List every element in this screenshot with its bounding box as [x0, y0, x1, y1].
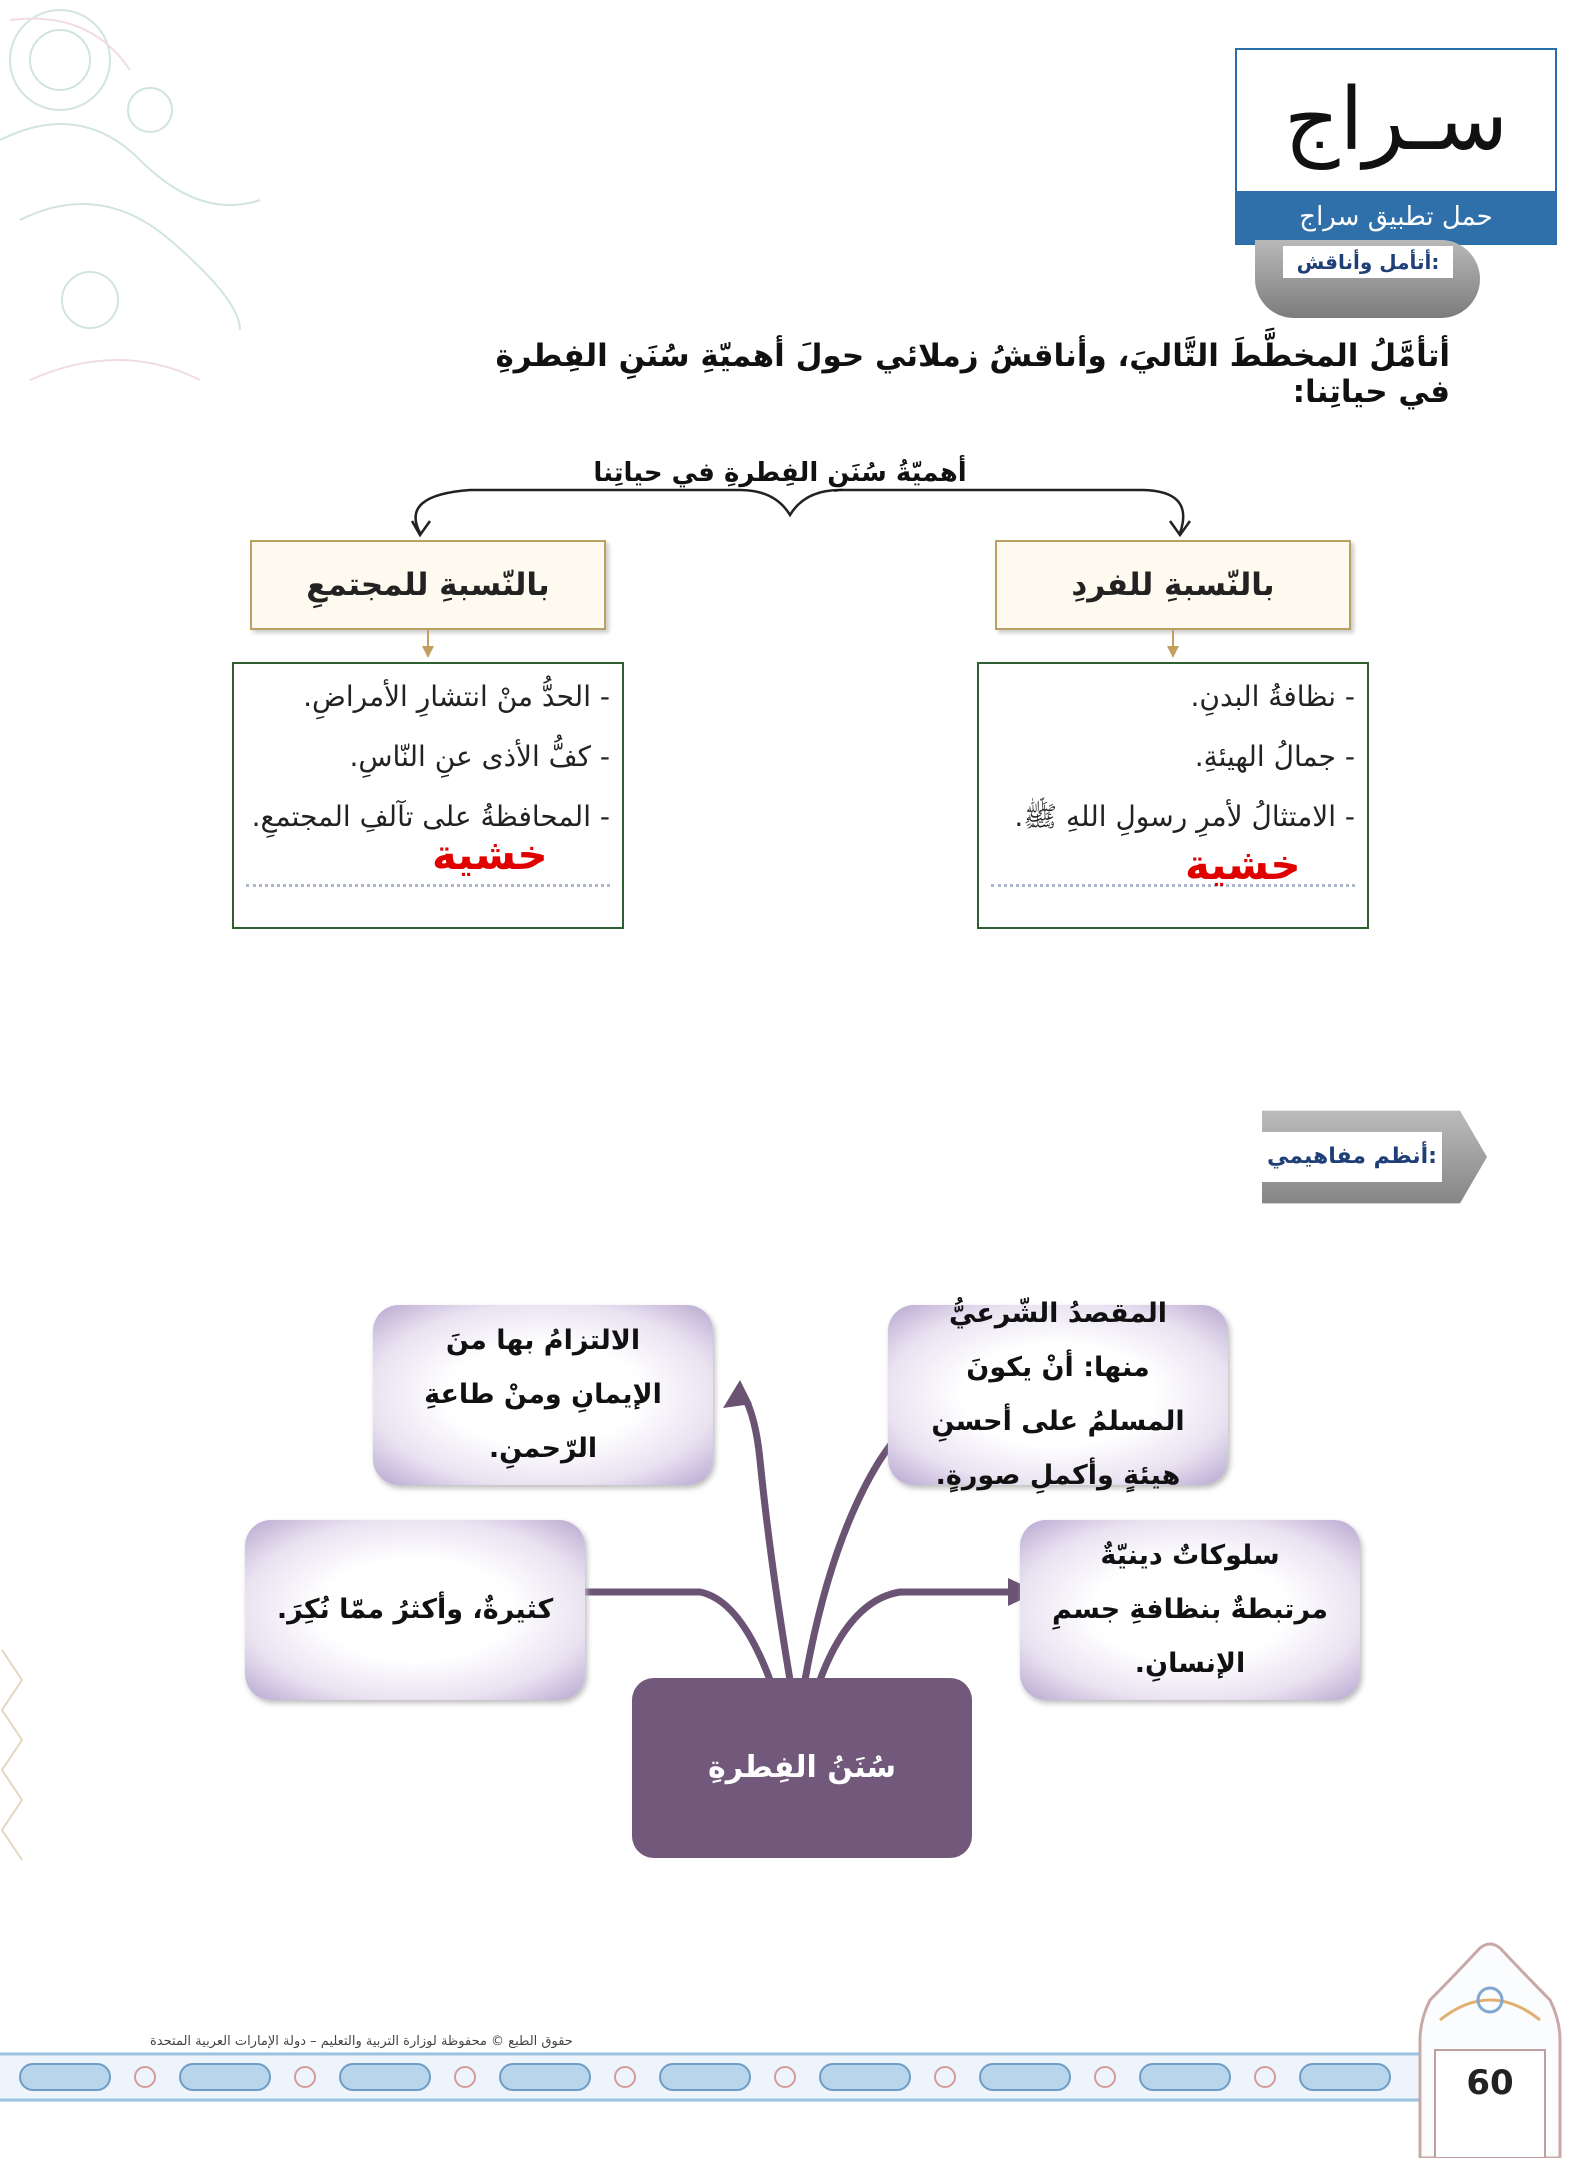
- reflect-tab: [1255, 240, 1480, 318]
- bubble-religious-behaviors: [1020, 1520, 1360, 1700]
- society-list: [232, 662, 624, 929]
- bubble-sharia-purpose-text: المقصدُ الشّرعيُّ منها: أنْ يكونَ المسلمُ على أحسنِ هيئةٍ وأكملِ صورةٍ.: [931, 1298, 1185, 1491]
- instruction-text: أتأمَّلُ المخطَّطَ التَّاليَ، وأناقشُ زملائي حولَ أهميّةِ سُنَنِ الفِطرةِ في حياتِنا:: [495, 338, 1450, 410]
- society-dotted-line: [246, 884, 610, 887]
- corner-ornament-icon: [0, 0, 280, 400]
- page-number-frame: [1410, 1940, 1570, 2158]
- society-item-1: - الحدُّ منْ انتشارِ الأمراضِ.: [303, 680, 610, 713]
- side-ornament-icon: [0, 1640, 24, 1880]
- page-number: 60: [1466, 2063, 1514, 2103]
- society-handwritten-note: خشية: [432, 830, 548, 879]
- individual-list: [977, 662, 1369, 929]
- center-concept: سُنَنُ الفِطرةِ: [632, 1678, 972, 1858]
- bubble-many-text: كثيرةٌ، وأكثرُ ممّا نُكِرَ.: [276, 1594, 554, 1625]
- siraj-logo: [1235, 48, 1557, 245]
- copyright-text: حقوق الطبع © محفوظة لوزارة التربية والتعليم – دولة الإمارات العربية المتحدة: [150, 2034, 573, 2049]
- organize-tab-label: أنظم مفاهيمي:: [1262, 1132, 1442, 1182]
- bubble-many: [245, 1520, 585, 1700]
- individual-handwritten-note: خشية: [1185, 840, 1301, 889]
- bubble-sharia-purpose: [888, 1298, 1228, 1491]
- diagram-title: أهميّةُ سُنَنِ الفِطرةِ في حياتِنا: [593, 458, 967, 488]
- society-arrow-icon: [418, 630, 438, 660]
- logo-word: سـراج: [1283, 70, 1509, 170]
- bubble-commitment-text: الالتزامُ بها منَ الإيمانِ ومنْ طاعةِ الرّحمنِ.: [424, 1325, 662, 1464]
- society-item-3: - المحافظةُ على تآلفِ المجتمعِ.: [251, 800, 610, 833]
- individual-item-3: - الامتثالُ لأمرِ رسولِ اللهِ ﷺ.: [1014, 800, 1355, 833]
- bubble-religious-behaviors-text: سلوكاتٌ دينيّةٌ مرتبطةٌ بنظافةِ جسمِ الإنسانِ.: [1052, 1540, 1328, 1679]
- society-heading: بالنّسبةِ للمجتمعِ: [250, 540, 606, 630]
- society-item-2: - كفُّ الأذى عنِ النّاسِ.: [349, 740, 610, 773]
- individual-heading: بالنّسبةِ للفردِ: [995, 540, 1351, 630]
- individual-item-2: - جمالُ الهيئةِ.: [1194, 740, 1355, 773]
- footer-ornament-band: [0, 2052, 1430, 2102]
- reflect-tab-label: أتأمل وأناقش:: [1283, 246, 1453, 278]
- individual-arrow-icon: [1163, 630, 1183, 660]
- bubble-commitment: [373, 1305, 713, 1485]
- individual-item-1: - نظافةُ البدنِ.: [1190, 680, 1355, 713]
- logo-band: حمل تطبيق سراج: [1237, 191, 1555, 243]
